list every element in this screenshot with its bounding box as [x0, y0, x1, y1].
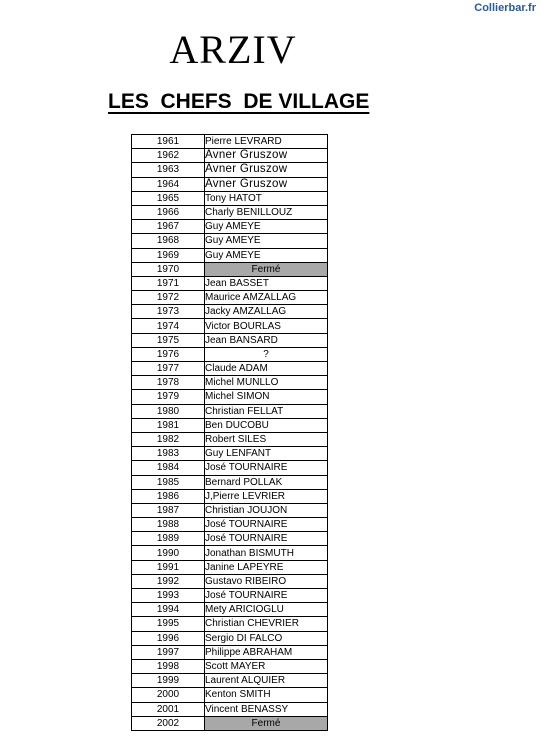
year-cell: 2002 — [132, 716, 205, 730]
table-row — [132, 234, 328, 248]
year-cell: 1963 — [132, 163, 205, 177]
table-row — [132, 475, 328, 489]
year-cell: 1986 — [132, 489, 205, 503]
year-cell: 1971 — [132, 276, 205, 290]
year-cell: 1982 — [132, 432, 205, 446]
table-row — [132, 191, 328, 205]
table-row — [132, 631, 328, 645]
table-row — [132, 603, 328, 617]
year-cell: 1962 — [132, 149, 205, 163]
table-row — [132, 716, 328, 730]
chief-name-cell: Christian FELLAT — [205, 404, 328, 418]
table-row — [132, 404, 328, 418]
chief-name-cell: ? — [205, 347, 328, 361]
table-row — [132, 574, 328, 588]
year-cell: 1992 — [132, 574, 205, 588]
table-row — [132, 518, 328, 532]
year-cell: 1999 — [132, 674, 205, 688]
chief-name-cell: Philippe ABRAHAM — [205, 645, 328, 659]
year-cell: 1965 — [132, 191, 205, 205]
year-cell: 1995 — [132, 617, 205, 631]
chief-name-cell: Jonathan BISMUTH — [205, 546, 328, 560]
year-cell: 1981 — [132, 418, 205, 432]
year-cell: 1966 — [132, 205, 205, 219]
year-cell: 1996 — [132, 631, 205, 645]
chief-name-cell: Pierre LEVRARD — [205, 135, 328, 149]
chief-name-cell: Guy AMEYE — [205, 234, 328, 248]
table-row — [132, 560, 328, 574]
chief-name-cell: José TOURNAIRE — [205, 461, 328, 475]
village-chiefs-table — [131, 134, 328, 731]
chief-name-cell: Christian JOUJON — [205, 503, 328, 517]
table-row — [132, 319, 328, 333]
chief-name-cell: Tony HATOT — [205, 191, 328, 205]
year-cell: 1969 — [132, 248, 205, 262]
table-row — [132, 702, 328, 716]
table-row — [132, 291, 328, 305]
chief-name-cell: Guy AMEYE — [205, 220, 328, 234]
year-cell: 2001 — [132, 702, 205, 716]
year-cell: 1974 — [132, 319, 205, 333]
page-title: ARZIV — [169, 27, 297, 72]
table-row — [132, 503, 328, 517]
table-row — [132, 645, 328, 659]
year-cell: 1968 — [132, 234, 205, 248]
chief-name-cell: José TOURNAIRE — [205, 589, 328, 603]
year-cell: 1990 — [132, 546, 205, 560]
chief-name-cell: Mety ARICIOGLU — [205, 603, 328, 617]
chief-name-cell: Sergio DI FALCO — [205, 631, 328, 645]
chief-name-cell: Avner Gruszow — [205, 177, 328, 191]
table-row — [132, 418, 328, 432]
table-row — [132, 390, 328, 404]
year-cell: 1983 — [132, 447, 205, 461]
year-cell: 1972 — [132, 291, 205, 305]
chief-name-cell: Charly BENILLOUZ — [205, 205, 328, 219]
year-cell: 1984 — [132, 461, 205, 475]
chief-name-cell: José TOURNAIRE — [205, 518, 328, 532]
chief-name-cell: Ben DUCOBU — [205, 418, 328, 432]
year-cell: 1970 — [132, 262, 205, 276]
chief-name-cell: Christian CHEVRIER — [205, 617, 328, 631]
closed-cell: Fermé — [205, 716, 328, 730]
year-cell: 2000 — [132, 688, 205, 702]
chief-name-cell: Robert SILES — [205, 432, 328, 446]
table-row — [132, 262, 328, 276]
chief-name-cell: Kenton SMITH — [205, 688, 328, 702]
table-row — [132, 305, 328, 319]
table-body — [132, 135, 328, 731]
year-cell: 1964 — [132, 177, 205, 191]
chief-name-cell: Laurent ALQUIER — [205, 674, 328, 688]
year-cell: 1967 — [132, 220, 205, 234]
chief-name-cell: J,Pierre LEVRIER — [205, 489, 328, 503]
year-cell: 1978 — [132, 376, 205, 390]
year-cell: 1975 — [132, 333, 205, 347]
year-cell: 1979 — [132, 390, 205, 404]
table-row — [132, 376, 328, 390]
year-cell: 1961 — [132, 135, 205, 149]
page-subtitle: LES CHEFS DE VILLAGE — [108, 90, 370, 113]
table-row — [132, 674, 328, 688]
table-row — [132, 205, 328, 219]
chief-name-cell: Victor BOURLAS — [205, 319, 328, 333]
table-row — [132, 447, 328, 461]
site-watermark: Collierbar.fr — [474, 2, 536, 14]
year-cell: 1994 — [132, 603, 205, 617]
chief-name-cell: Guy LENFANT — [205, 447, 328, 461]
year-cell: 1973 — [132, 305, 205, 319]
chief-name-cell: Michel SIMON — [205, 390, 328, 404]
year-cell: 1980 — [132, 404, 205, 418]
chief-name-cell: Bernard POLLAK — [205, 475, 328, 489]
chief-name-cell: Guy AMEYE — [205, 248, 328, 262]
table-row — [132, 489, 328, 503]
year-cell: 1997 — [132, 645, 205, 659]
chief-name-cell: Claude ADAM — [205, 362, 328, 376]
chief-name-cell: Avner Gruszow — [205, 163, 328, 177]
table-row — [132, 177, 328, 191]
year-cell: 1987 — [132, 503, 205, 517]
year-cell: 1989 — [132, 532, 205, 546]
chief-name-cell: Jean BANSARD — [205, 333, 328, 347]
year-cell: 1991 — [132, 560, 205, 574]
chief-name-cell: Vincent BENASSY — [205, 702, 328, 716]
table-row — [132, 333, 328, 347]
table-row — [132, 589, 328, 603]
table-row — [132, 546, 328, 560]
table-row — [132, 659, 328, 673]
chief-name-cell: Avner Gruszow — [205, 149, 328, 163]
table-row — [132, 135, 328, 149]
year-cell: 1976 — [132, 347, 205, 361]
table-row — [132, 532, 328, 546]
table-row — [132, 347, 328, 361]
year-cell: 1977 — [132, 362, 205, 376]
year-cell: 1993 — [132, 589, 205, 603]
chief-name-cell: José TOURNAIRE — [205, 532, 328, 546]
table-row — [132, 362, 328, 376]
table-row — [132, 248, 328, 262]
year-cell: 1985 — [132, 475, 205, 489]
closed-cell: Fermé — [205, 262, 328, 276]
chief-name-cell: Scott MAYER — [205, 659, 328, 673]
year-cell: 1988 — [132, 518, 205, 532]
table-row — [132, 163, 328, 177]
table-row — [132, 149, 328, 163]
chief-name-cell: Michel MUNLLO — [205, 376, 328, 390]
table-row — [132, 432, 328, 446]
table-row — [132, 220, 328, 234]
chief-name-cell: Gustavo RIBEIRO — [205, 574, 328, 588]
table-row — [132, 461, 328, 475]
table-row — [132, 617, 328, 631]
table-row — [132, 276, 328, 290]
chief-name-cell: Maurice AMZALLAG — [205, 291, 328, 305]
year-cell: 1998 — [132, 659, 205, 673]
table-row — [132, 688, 328, 702]
chief-name-cell: Janine LAPEYRE — [205, 560, 328, 574]
chief-name-cell: Jacky AMZALLAG — [205, 305, 328, 319]
chief-name-cell: Jean BASSET — [205, 276, 328, 290]
